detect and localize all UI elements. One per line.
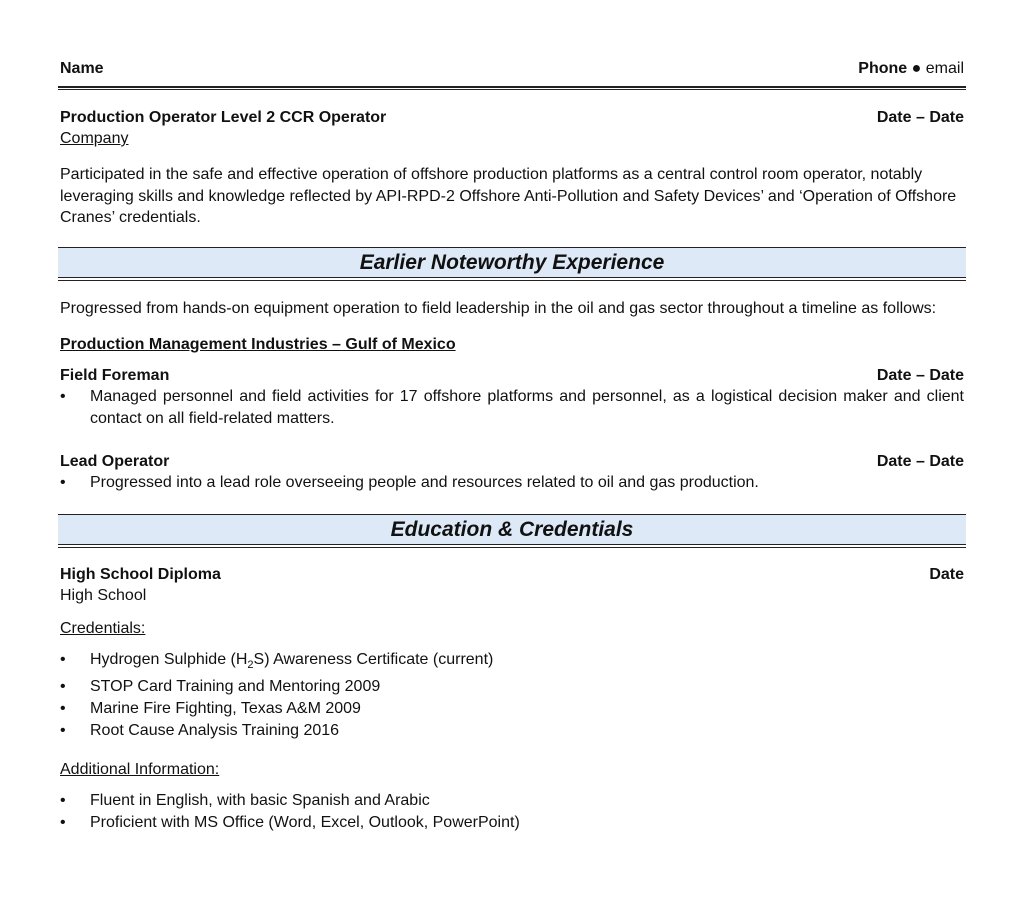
additional-list [60,790,964,834]
phone: Phone [858,60,908,77]
section-underline [58,280,966,281]
employer-line [60,334,964,355]
list-item [60,649,964,676]
section-heading-experience: Earlier Noteworthy Experience [58,247,966,278]
list-item: • Marine Fire Fighting, Texas A&M 2009 [60,698,964,720]
role-header [60,451,964,472]
role-title: Lead Operator [60,453,170,470]
role-bullets [60,472,964,494]
additional-label-line [60,759,964,780]
school: High School [60,587,147,604]
credentials-label-line [60,618,964,639]
email: email [925,60,964,77]
education-header [60,564,964,585]
current-job-header [60,107,964,128]
role-dates: Date – Date [876,453,964,470]
contact-info [858,60,964,78]
job-title: Production Operator Level 2 CCR Operator [60,109,387,126]
list-item: • Root Cause Analysis Training 2016 [60,720,964,742]
list-item: • Proficient with MS Office (Word, Excel, Outlook, PowerPoint) [60,812,964,834]
employer-name: Production Management Industries – Gulf of Mexico [60,336,456,353]
list-item: • Managed personnel and field activities for 17 offshore platforms and personnel, as a logistical decision maker and client contact on all field-related matters. [60,386,964,429]
subscript: 2 [247,659,254,672]
role-dates: Date – Date [876,367,964,384]
role-bullets [60,386,964,429]
credentials-label: Credentials: [60,620,146,637]
candidate-name: Name [60,60,104,77]
list-item: • STOP Card Training and Mentoring 2009 [60,676,964,698]
company-label: Company [60,130,129,147]
list-item: • Progressed into a lead role overseeing people and resources related to oil and gas production. [60,472,964,494]
role-header [60,365,964,386]
list-item: • Fluent in English, with basic Spanish and Arabic [60,790,964,812]
job-summary: Participated in the safe and effective operation of offshore production platforms as a central control room operator, notably leveraging skills and knowledge reflected by API-RPD-2 Offshore Anti-Pollution and Safety Devices’ and ‘Operation of Offshore Cranes’ credentials. [60,166,957,226]
role-title: Field Foreman [60,367,170,384]
credentials-list [60,649,964,742]
education-date: Date [929,566,964,583]
degree: High School Diploma [60,566,221,583]
section-underline [58,547,966,548]
header-divider [58,86,966,90]
credential-text: S) Awareness Certificate (current) [253,651,494,668]
experience-intro: Progressed from hands-on equipment operation to field leadership in the oil and gas sector throughout a timeline as follows: [60,300,937,317]
job-dates: Date – Date [876,109,964,126]
company-name [60,128,964,149]
resume-header [60,60,964,78]
contact-separator: ● [911,60,922,77]
credential-text: Hydrogen Sulphide (H [90,651,248,668]
additional-label: Additional Information: [60,761,220,778]
section-heading-education: Education & Credentials [58,514,966,545]
